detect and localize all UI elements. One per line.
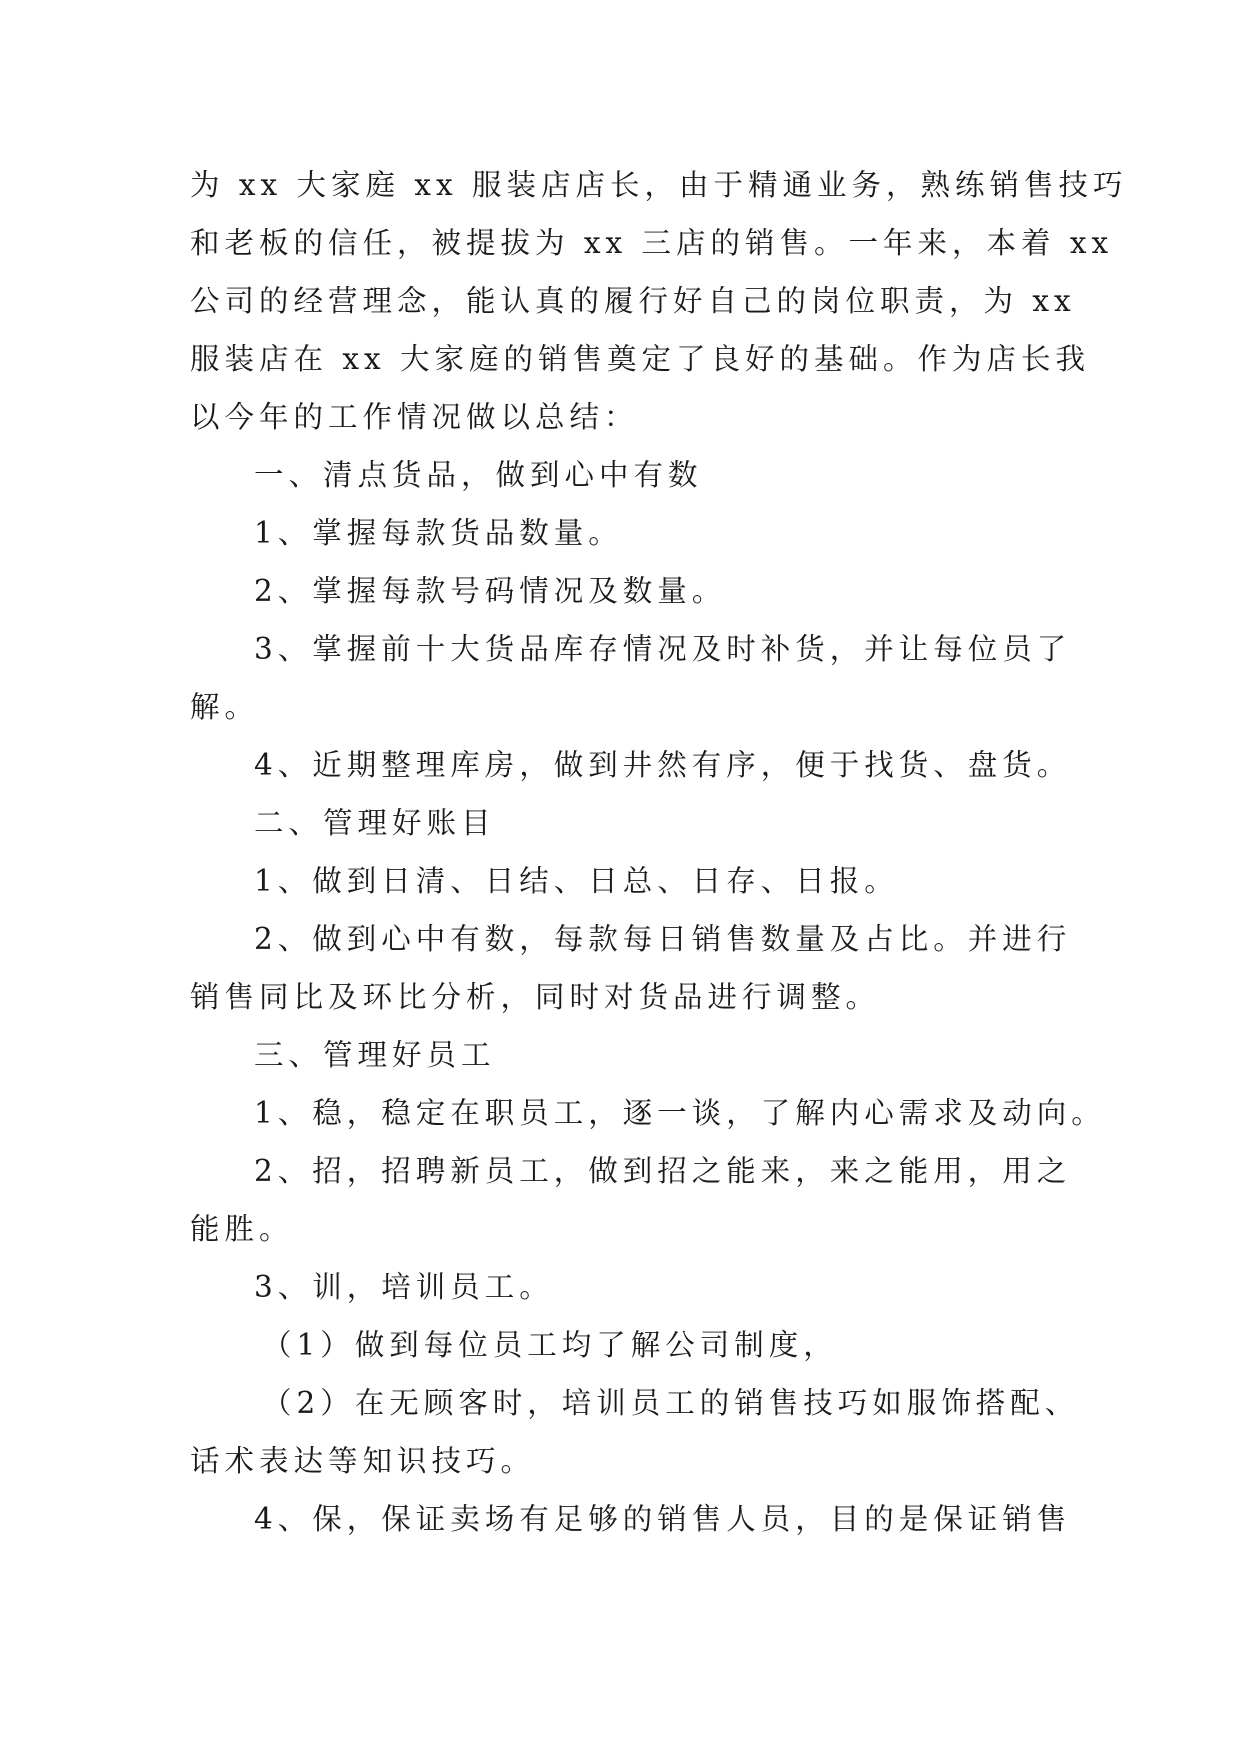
section-heading: 二、管理好账目	[254, 806, 496, 840]
list-item: 4、保，保证卖场有足够的销售人员，目的是保证销售	[254, 1502, 1072, 1536]
list-item-continuation: 解。	[190, 690, 260, 724]
sub-list-item: （1）做到每位员工均了解公司制度，	[262, 1328, 838, 1362]
list-item: 3、掌握前十大货品库存情况及时补货，并让每位员了	[254, 632, 1072, 666]
list-item: 1、掌握每款货品数量。	[254, 516, 623, 550]
list-item: 2、招，招聘新员工，做到招之能来，来之能用，用之	[254, 1154, 1072, 1188]
paragraph-line: 服装店在 xx 大家庭的销售奠定了良好的基础。作为店长我	[190, 342, 1091, 376]
section-heading: 三、管理好员工	[254, 1038, 496, 1072]
list-item: 1、稳，稳定在职员工，逐一谈，了解内心需求及动向。	[254, 1096, 1106, 1130]
section-heading: 一、清点货品，做到心中有数	[254, 458, 703, 492]
paragraph-line: 公司的经营理念，能认真的履行好自己的岗位职责，为 xx	[190, 284, 1076, 318]
document-body	[190, 156, 1128, 1548]
list-item: 1、做到日清、日结、日总、日存、日报。	[254, 864, 899, 898]
paragraph-line: 为 xx 大家庭 xx 服装店店长，由于精通业务，熟练销售技巧	[190, 168, 1128, 202]
list-item: 4、近期整理库房，做到井然有序，便于找货、盘货。	[254, 748, 1072, 782]
paragraph-line: 以今年的工作情况做以总结：	[190, 400, 639, 434]
paragraph-line: 和老板的信任，被提拔为 xx 三店的销售。一年来，本着 xx	[190, 226, 1114, 260]
list-item-continuation: 能胜。	[190, 1212, 294, 1246]
sub-list-item-continuation: 话术表达等知识技巧。	[190, 1444, 536, 1478]
sub-list-item: （2）在无顾客时，培训员工的销售技巧如服饰搭配、	[262, 1386, 1080, 1420]
list-item-continuation: 销售同比及环比分析，同时对货品进行调整。	[190, 980, 881, 1014]
list-item: 3、训，培训员工。	[254, 1270, 554, 1304]
list-item: 2、掌握每款号码情况及数量。	[254, 574, 727, 608]
list-item: 2、做到心中有数，每款每日销售数量及占比。并进行	[254, 922, 1072, 956]
